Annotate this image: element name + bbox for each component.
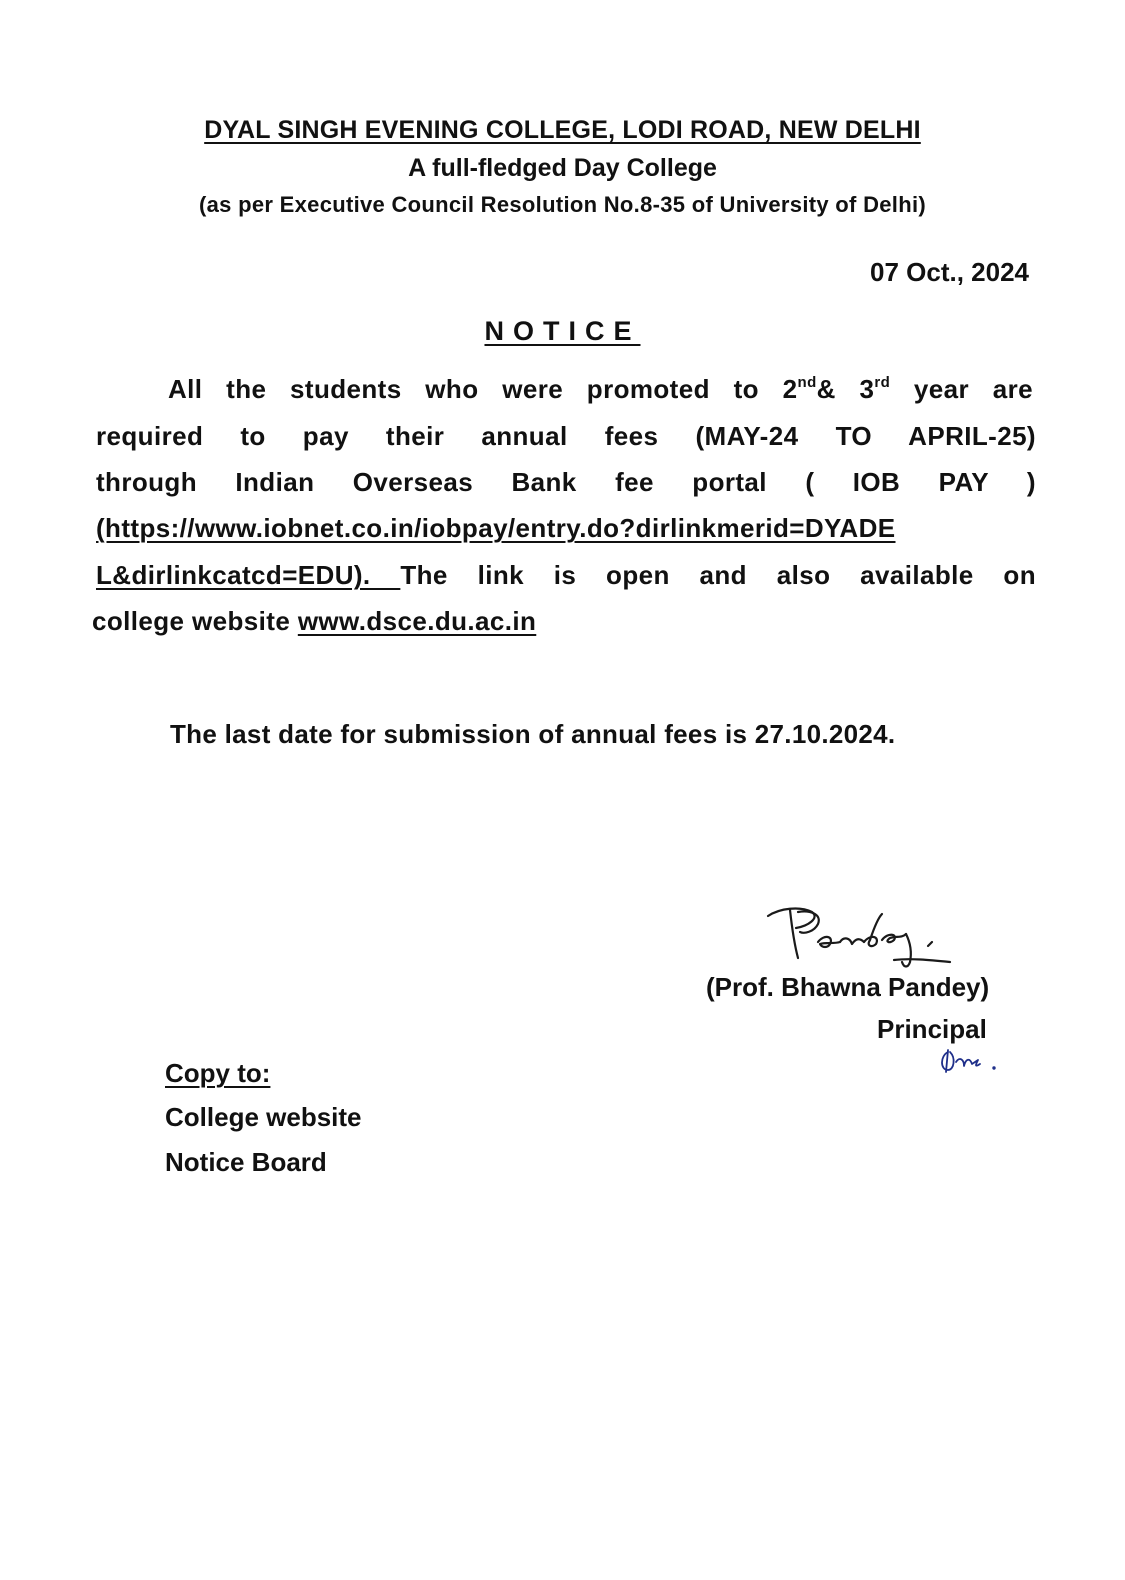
notice-date: 07 Oct., 2024 (870, 257, 1029, 287)
notice-body-line: required to pay their annual fees (MAY-24 TO APRIL-25) (96, 421, 1036, 451)
signatory-title: Principal (877, 1014, 987, 1044)
payment-portal-link[interactable]: (https://www.iobnet.co.in/iobpay/entry.do?dirlinkmerid=DYADE (96, 513, 896, 543)
last-date-statement: The last date for submission of annual fees is 27.10.2024. (170, 719, 896, 749)
notice-body-line: through Indian Overseas Bank fee portal ( IOB PAY ) (96, 467, 1036, 497)
signatory-name: (Prof. Bhawna Pandey) (706, 972, 990, 1002)
college-name: DYAL SINGH EVENING COLLEGE, LODI ROAD, NEW DELHI (204, 116, 921, 144)
notice-body-line: college website www.dsce.du.ac.in (92, 606, 537, 636)
college-website-link[interactable]: www.dsce.du.ac.in (297, 606, 537, 636)
college-resolution: (as per Executive Council Resolution No.8-35 of University of Delhi) (199, 192, 926, 217)
notice-body-line: L&dirlinkcatcd=EDU). The link is open and also available on (96, 560, 1036, 590)
initials-mark (936, 1042, 1006, 1082)
copy-to-item: Notice Board (165, 1147, 327, 1177)
payment-portal-link-continued[interactable]: L&dirlinkcatcd=EDU). (96, 560, 401, 590)
copy-to-item: College website (165, 1102, 362, 1132)
superscript-rd: rd (874, 374, 891, 391)
copy-to-heading: Copy to: (165, 1058, 271, 1088)
superscript-nd: nd (797, 374, 817, 391)
notice-heading: NOTICE (484, 316, 641, 346)
college-subtitle: A full-fledged Day College (408, 154, 717, 182)
notice-body-line (96, 513, 1036, 544)
notice-body-line: All the students who were promoted to 2nd& 3rd year are (168, 374, 1033, 404)
